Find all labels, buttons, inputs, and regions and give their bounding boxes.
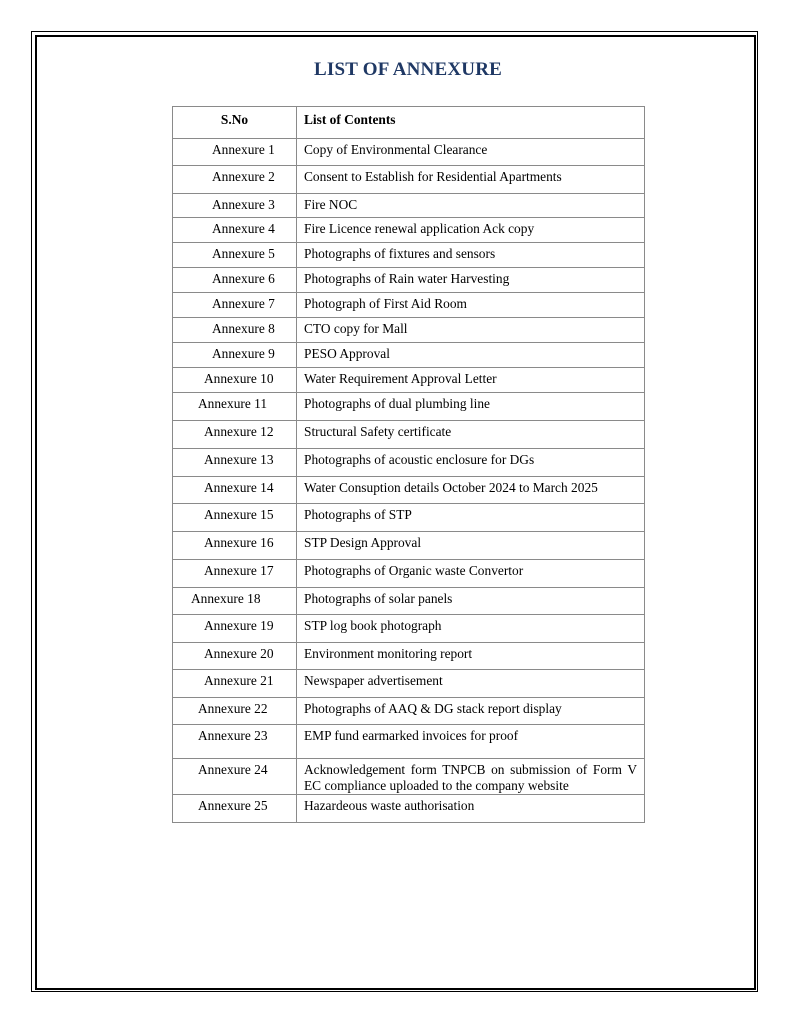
annexure-number: Annexure 5 — [212, 246, 275, 261]
annexure-content: STP Design Approval — [297, 532, 645, 560]
table-row — [173, 368, 645, 393]
annexure-content: Consent to Establish for Residential Apartments — [297, 166, 645, 194]
annexure-number: Annexure 25 — [198, 798, 268, 813]
annexure-number-cell — [173, 795, 297, 823]
annexure-content: Photographs of fixtures and sensors — [297, 243, 645, 268]
table-row — [173, 166, 645, 194]
table-row — [173, 318, 645, 343]
annexure-number: Annexure 22 — [198, 701, 268, 716]
annexure-content: Fire NOC — [297, 194, 645, 218]
annexure-number: Annexure 20 — [204, 646, 274, 661]
table-header-row — [173, 107, 645, 139]
annexure-number: Annexure 8 — [212, 321, 275, 336]
annexure-number: Annexure 19 — [204, 618, 274, 633]
table-row — [173, 759, 645, 795]
annexure-content: Photographs of solar panels — [297, 588, 645, 615]
table-row — [173, 795, 645, 823]
table-row — [173, 615, 645, 643]
table-row — [173, 588, 645, 615]
annexure-number: Annexure 18 — [191, 591, 261, 606]
annexure-content: Photographs of Organic waste Convertor — [297, 560, 645, 588]
annexure-content: STP log book photograph — [297, 615, 645, 643]
annexure-number: Annexure 17 — [204, 563, 274, 578]
annexure-number-cell — [173, 218, 297, 243]
table-row — [173, 698, 645, 725]
annexure-number-cell — [173, 560, 297, 588]
table-row — [173, 218, 645, 243]
annexure-number-cell — [173, 477, 297, 504]
annexure-number: Annexure 7 — [212, 296, 275, 311]
annexure-content: Photographs of dual plumbing line — [297, 393, 645, 421]
annexure-number: Annexure 24 — [198, 762, 268, 777]
annexure-content: Environment monitoring report — [297, 643, 645, 670]
table-row — [173, 194, 645, 218]
table-row — [173, 532, 645, 560]
annexure-number-cell — [173, 293, 297, 318]
annexure-number: Annexure 13 — [204, 452, 274, 467]
annexure-number: Annexure 21 — [204, 673, 274, 688]
annexure-number: Annexure 12 — [204, 424, 274, 439]
annexure-content: Fire Licence renewal application Ack copy — [297, 218, 645, 243]
annexure-table — [172, 106, 645, 823]
table-row — [173, 293, 645, 318]
annexure-number: Annexure 10 — [204, 371, 274, 386]
table-row — [173, 477, 645, 504]
annexure-number: Annexure 9 — [212, 346, 275, 361]
annexure-number-cell — [173, 725, 297, 759]
annexure-number-cell — [173, 318, 297, 343]
table-row — [173, 243, 645, 268]
table-row — [173, 421, 645, 449]
annexure-number: Annexure 2 — [212, 169, 275, 184]
annexure-content: Photographs of AAQ & DG stack report display — [297, 698, 645, 725]
annexure-content: Photographs of Rain water Harvesting — [297, 268, 645, 293]
annexure-number-cell — [173, 643, 297, 670]
annexure-number: Annexure 4 — [212, 221, 275, 236]
table-row — [173, 643, 645, 670]
annexure-number-cell — [173, 194, 297, 218]
table-row — [173, 725, 645, 759]
annexure-content: Photographs of STP — [297, 504, 645, 532]
annexure-content: Hazardeous waste authorisation — [297, 795, 645, 823]
annexure-number-cell — [173, 243, 297, 268]
annexure-number-cell — [173, 393, 297, 421]
annexure-number: Annexure 14 — [204, 480, 274, 495]
annexure-number-cell — [173, 588, 297, 615]
table-row — [173, 449, 645, 477]
annexure-number: Annexure 11 — [198, 396, 268, 411]
annexure-number-cell — [173, 504, 297, 532]
annexure-number-cell — [173, 268, 297, 293]
page-title: LIST OF ANNEXURE — [314, 59, 502, 80]
annexure-content: Copy of Environmental Clearance — [297, 139, 645, 166]
annexure-content: Structural Safety certificate — [297, 421, 645, 449]
table-row — [173, 343, 645, 368]
table-row — [173, 670, 645, 698]
annexure-number-cell — [173, 759, 297, 795]
annexure-number-cell — [173, 615, 297, 643]
table-row — [173, 139, 645, 166]
annexure-number-cell — [173, 698, 297, 725]
annexure-number: Annexure 1 — [212, 142, 275, 157]
annexure-number-cell — [173, 670, 297, 698]
annexure-content: Water Consuption details October 2024 to March 2025 — [297, 477, 645, 504]
annexure-number: Annexure 23 — [198, 728, 268, 743]
table-row — [173, 560, 645, 588]
annexure-content: Water Requirement Approval Letter — [297, 368, 645, 393]
annexure-content: PESO Approval — [297, 343, 645, 368]
annexure-content: Acknowledgement form TNPCB on submission of Form V EC compliance uploaded to the company website — [297, 759, 645, 795]
table-row — [173, 504, 645, 532]
annexure-number-cell — [173, 532, 297, 560]
annexure-number: Annexure 3 — [212, 197, 275, 212]
annexure-content: Photograph of First Aid Room — [297, 293, 645, 318]
annexure-number-cell — [173, 368, 297, 393]
table-row — [173, 268, 645, 293]
annexure-number-cell — [173, 449, 297, 477]
annexure-number: Annexure 15 — [204, 507, 274, 522]
annexure-content: Photographs of acoustic enclosure for DGs — [297, 449, 645, 477]
header-contents: List of Contents — [297, 107, 645, 139]
annexure-number-cell — [173, 343, 297, 368]
annexure-number: Annexure 16 — [204, 535, 274, 550]
table-row — [173, 393, 645, 421]
annexure-number-cell — [173, 166, 297, 194]
annexure-number-cell — [173, 139, 297, 166]
annexure-content: Newspaper advertisement — [297, 670, 645, 698]
header-sno: S.No — [173, 107, 297, 139]
annexure-content: EMP fund earmarked invoices for proof — [297, 725, 645, 759]
annexure-number-cell — [173, 421, 297, 449]
annexure-content: CTO copy for Mall — [297, 318, 645, 343]
annexure-number: Annexure 6 — [212, 271, 275, 286]
